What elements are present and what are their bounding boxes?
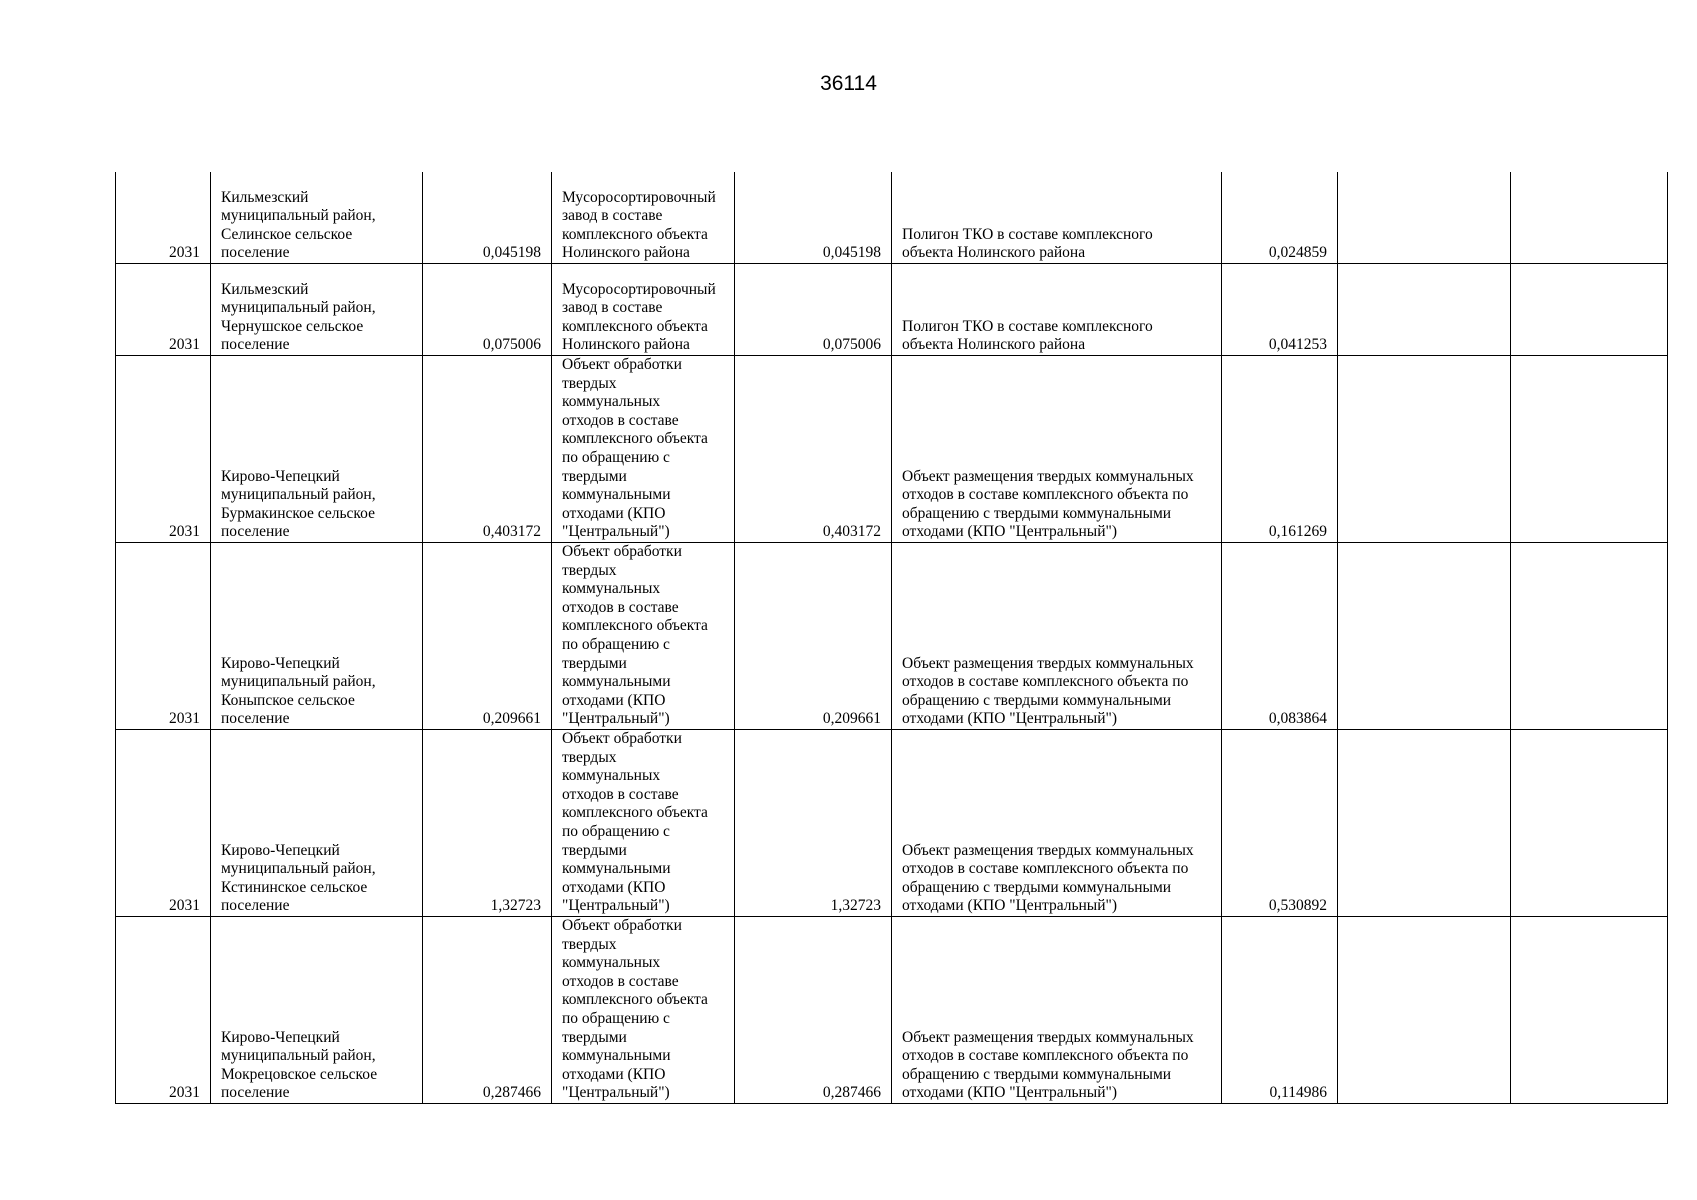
processing-facility-cell [552,730,735,917]
disposal-facility-cell [892,356,1222,543]
mass-disposed-cell: 0,114986 [1222,917,1338,1104]
mass-generated-cell: 0,287466 [423,917,552,1104]
territory-cell [211,543,423,730]
table-row [116,917,1668,1104]
mass-generated-cell: 1,32723 [423,730,552,917]
mass-disposed-cell: 0,530892 [1222,730,1338,917]
territory-text: Кильмезский муниципальный район, Чернушское сельское поселение [221,280,376,354]
empty-cell [1338,172,1511,264]
mass-processed-cell: 0,045198 [735,172,892,264]
empty-cell [1338,730,1511,917]
disposal-facility-cell [892,543,1222,730]
mass-disposed-cell: 0,083864 [1222,543,1338,730]
processing-facility-cell [552,264,735,356]
processing-facility-cell [552,356,735,543]
mass-processed-cell: 0,403172 [735,356,892,543]
empty-cell [1511,172,1668,264]
table-row [116,264,1668,356]
empty-cell [1511,356,1668,543]
processing-facility-cell [552,917,735,1104]
mass-processed-cell: 1,32723 [735,730,892,917]
processing-facility-text: Объект обработки твердых коммунальных отходов в составе комплексного объекта по обращению с твердыми коммунальными отходами (КПО "Центральный") [562,730,708,915]
year-cell: 2031 [116,543,211,730]
table-row [116,356,1668,543]
table-row [116,730,1668,917]
waste-flow-table [115,172,1668,1104]
territory-cell [211,730,423,917]
disposal-facility-text: Объект размещения твердых коммунальных отходов в составе комплексного объекта по обращению с твердыми коммунальными отходами (КПО "Центральный") [902,1028,1194,1102]
disposal-facility-cell [892,917,1222,1104]
disposal-facility-text: Полигон ТКО в составе комплексного объекта Нолинского района [902,225,1153,262]
territory-text: Кирово-Чепецкий муниципальный район, Мокрецовское сельское поселение [221,1028,378,1102]
mass-disposed-cell: 0,024859 [1222,172,1338,264]
mass-generated-cell: 0,403172 [423,356,552,543]
territory-text: Кирово-Чепецкий муниципальный район, Коныпское сельское поселение [221,654,376,728]
empty-cell [1511,917,1668,1104]
territory-cell [211,356,423,543]
territory-text: Кирово-Чепецкий муниципальный район, Бурмакинское сельское поселение [221,467,376,541]
processing-facility-cell [552,543,735,730]
territory-cell [211,172,423,264]
processing-facility-cell [552,172,735,264]
empty-cell [1338,543,1511,730]
year-cell: 2031 [116,917,211,1104]
mass-processed-cell: 0,075006 [735,264,892,356]
territory-cell [211,264,423,356]
empty-cell [1511,730,1668,917]
disposal-facility-text: Полигон ТКО в составе комплексного объекта Нолинского района [902,317,1153,354]
year-cell: 2031 [116,356,211,543]
territory-text: Кильмезский муниципальный район, Селинское сельское поселение [221,188,376,262]
processing-facility-text: Объект обработки твердых коммунальных отходов в составе комплексного объекта по обращению с твердыми коммунальными отходами (КПО "Центральный") [562,543,708,728]
mass-generated-cell: 0,075006 [423,264,552,356]
disposal-facility-cell [892,730,1222,917]
empty-cell [1338,356,1511,543]
territory-cell [211,917,423,1104]
disposal-facility-text: Объект размещения твердых коммунальных отходов в составе комплексного объекта по обращению с твердыми коммунальными отходами (КПО "Центральный") [902,467,1194,541]
mass-processed-cell: 0,287466 [735,917,892,1104]
year-cell: 2031 [116,264,211,356]
mass-disposed-cell: 0,161269 [1222,356,1338,543]
empty-cell [1338,264,1511,356]
page-number: 36114 [820,72,877,95]
year-cell: 2031 [116,730,211,917]
disposal-facility-cell [892,264,1222,356]
mass-processed-cell: 0,209661 [735,543,892,730]
table-row [116,543,1668,730]
year-cell: 2031 [116,172,211,264]
disposal-facility-cell [892,172,1222,264]
processing-facility-text: Мусоросортировочный завод в составе комплексного объекта Нолинского района [562,280,716,354]
disposal-facility-text: Объект размещения твердых коммунальных отходов в составе комплексного объекта по обращению с твердыми коммунальными отходами (КПО "Центральный") [902,841,1194,915]
empty-cell [1338,917,1511,1104]
mass-generated-cell: 0,045198 [423,172,552,264]
processing-facility-text: Объект обработки твердых коммунальных отходов в составе комплексного объекта по обращению с твердыми коммунальными отходами (КПО "Центральный") [562,356,708,541]
territory-text: Кирово-Чепецкий муниципальный район, Кстининское сельское поселение [221,841,376,915]
disposal-facility-text: Объект размещения твердых коммунальных отходов в составе комплексного объекта по обращению с твердыми коммунальными отходами (КПО "Центральный") [902,654,1194,728]
mass-disposed-cell: 0,041253 [1222,264,1338,356]
empty-cell [1511,543,1668,730]
processing-facility-text: Объект обработки твердых коммунальных отходов в составе комплексного объекта по обращению с твердыми коммунальными отходами (КПО "Центральный") [562,917,708,1102]
processing-facility-text: Мусоросортировочный завод в составе комплексного объекта Нолинского района [562,188,716,262]
empty-cell [1511,264,1668,356]
mass-generated-cell: 0,209661 [423,543,552,730]
table-row [116,172,1668,264]
